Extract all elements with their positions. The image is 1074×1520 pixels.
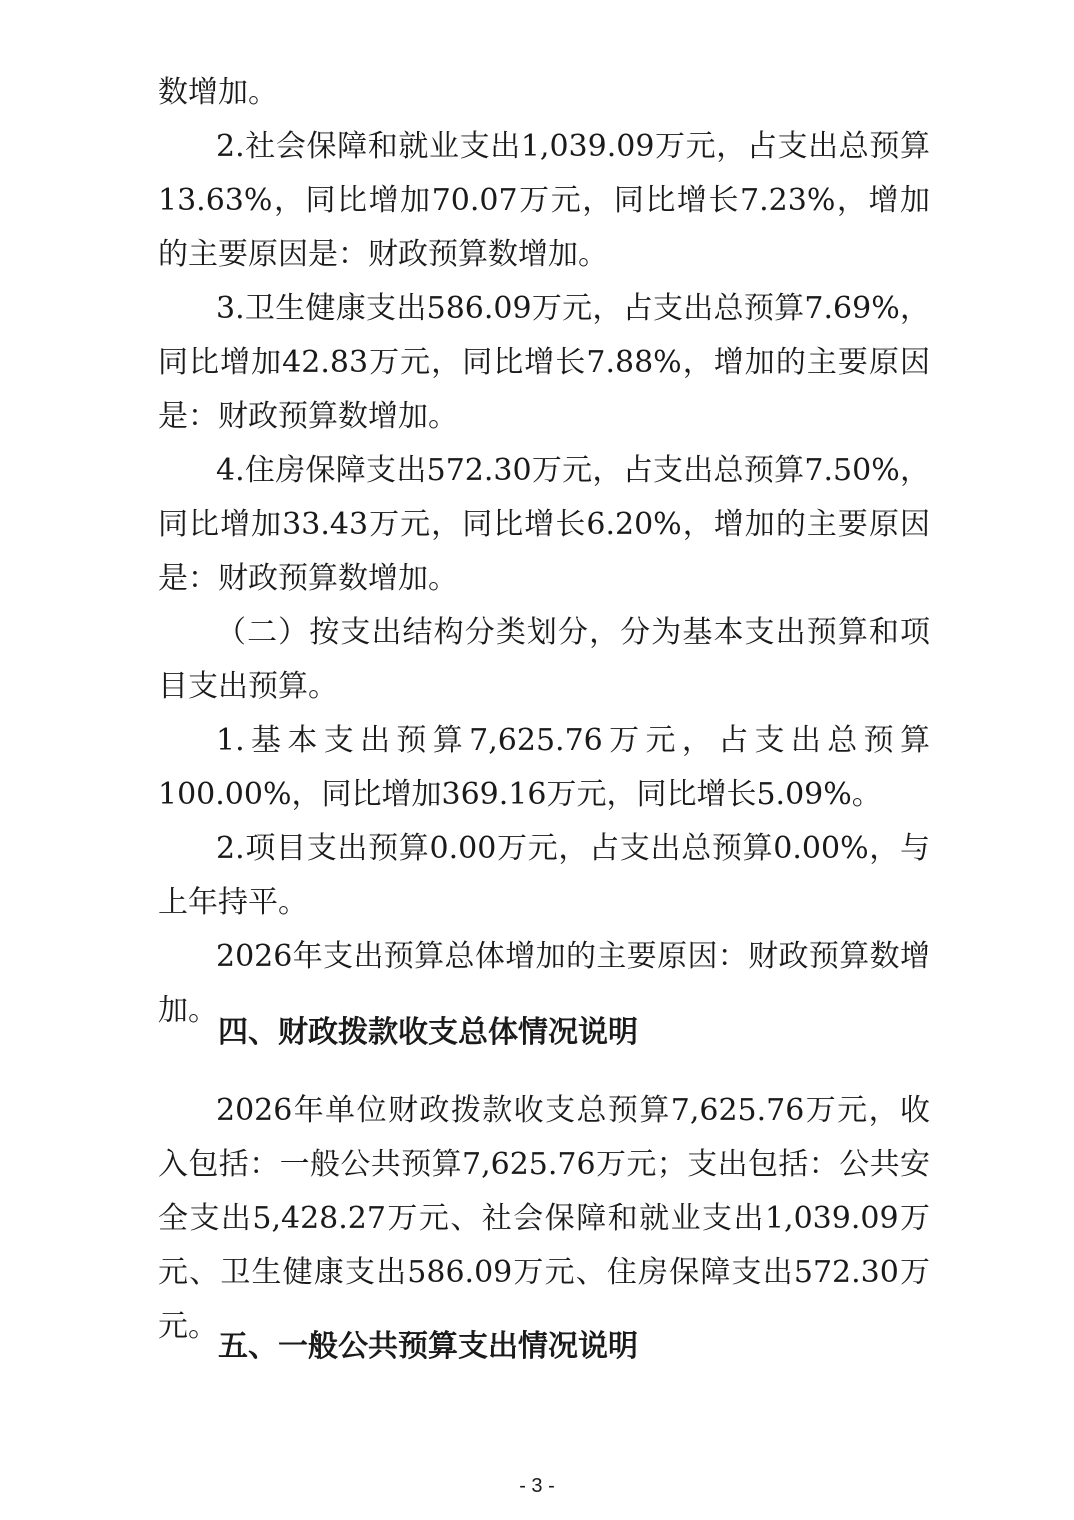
page-number: - 3 - bbox=[519, 1475, 555, 1497]
paragraph-housing: 4.住房保障支出572.30万元，占支出总预算7.50%，同比增加33.43万元，同比增长6.20%，增加的主要原因是：财政预算数增加。 bbox=[158, 453, 930, 596]
paragraph-health: 3.卫生健康支出586.09万元，占支出总预算7.69%，同比增加42.83万元，同比增长7.88%，增加的主要原因是：财政预算数增加。 bbox=[158, 291, 930, 434]
section-heading-fiscal-appropriation: 四、财政拨款收支总体情况说明 bbox=[218, 1015, 638, 1050]
paragraph-fiscal-appropriation: 2026年单位财政拨款收支总预算7,625.76万元，收入包括：一般公共预算7,625.76万元；支出包括：公共安全支出5,428.27万元、社会保障和就业支出1,039.09万元、卫生健康支出586.09万元、住房保障支出572.30万元。 bbox=[158, 1093, 930, 1344]
paragraph-social-security: 2.社会保障和就业支出1,039.09万元，占支出总预算13.63%，同比增加70.07万元，同比增长7.23%，增加的主要原因是：财政预算数增加。 bbox=[158, 129, 930, 272]
paragraph-continuation: 数增加。 bbox=[158, 75, 278, 110]
paragraph-project-expenditure: 2.项目支出预算0.00万元，占支出总预算0.00%，与上年持平。 bbox=[158, 831, 930, 920]
section-heading-general-public-budget: 五、一般公共预算支出情况说明 bbox=[218, 1329, 638, 1364]
paragraph-overall-reason: 2026年支出预算总体增加的主要原因：财政预算数增加。 bbox=[158, 939, 930, 1028]
paragraph-basic-expenditure: 1.基本支出预算7,625.76万元，占支出总预算100.00%，同比增加369.16万元，同比增长5.09%。 bbox=[158, 723, 930, 812]
paragraph-structure-classification: （二）按支出结构分类划分，分为基本支出预算和项目支出预算。 bbox=[158, 615, 930, 704]
